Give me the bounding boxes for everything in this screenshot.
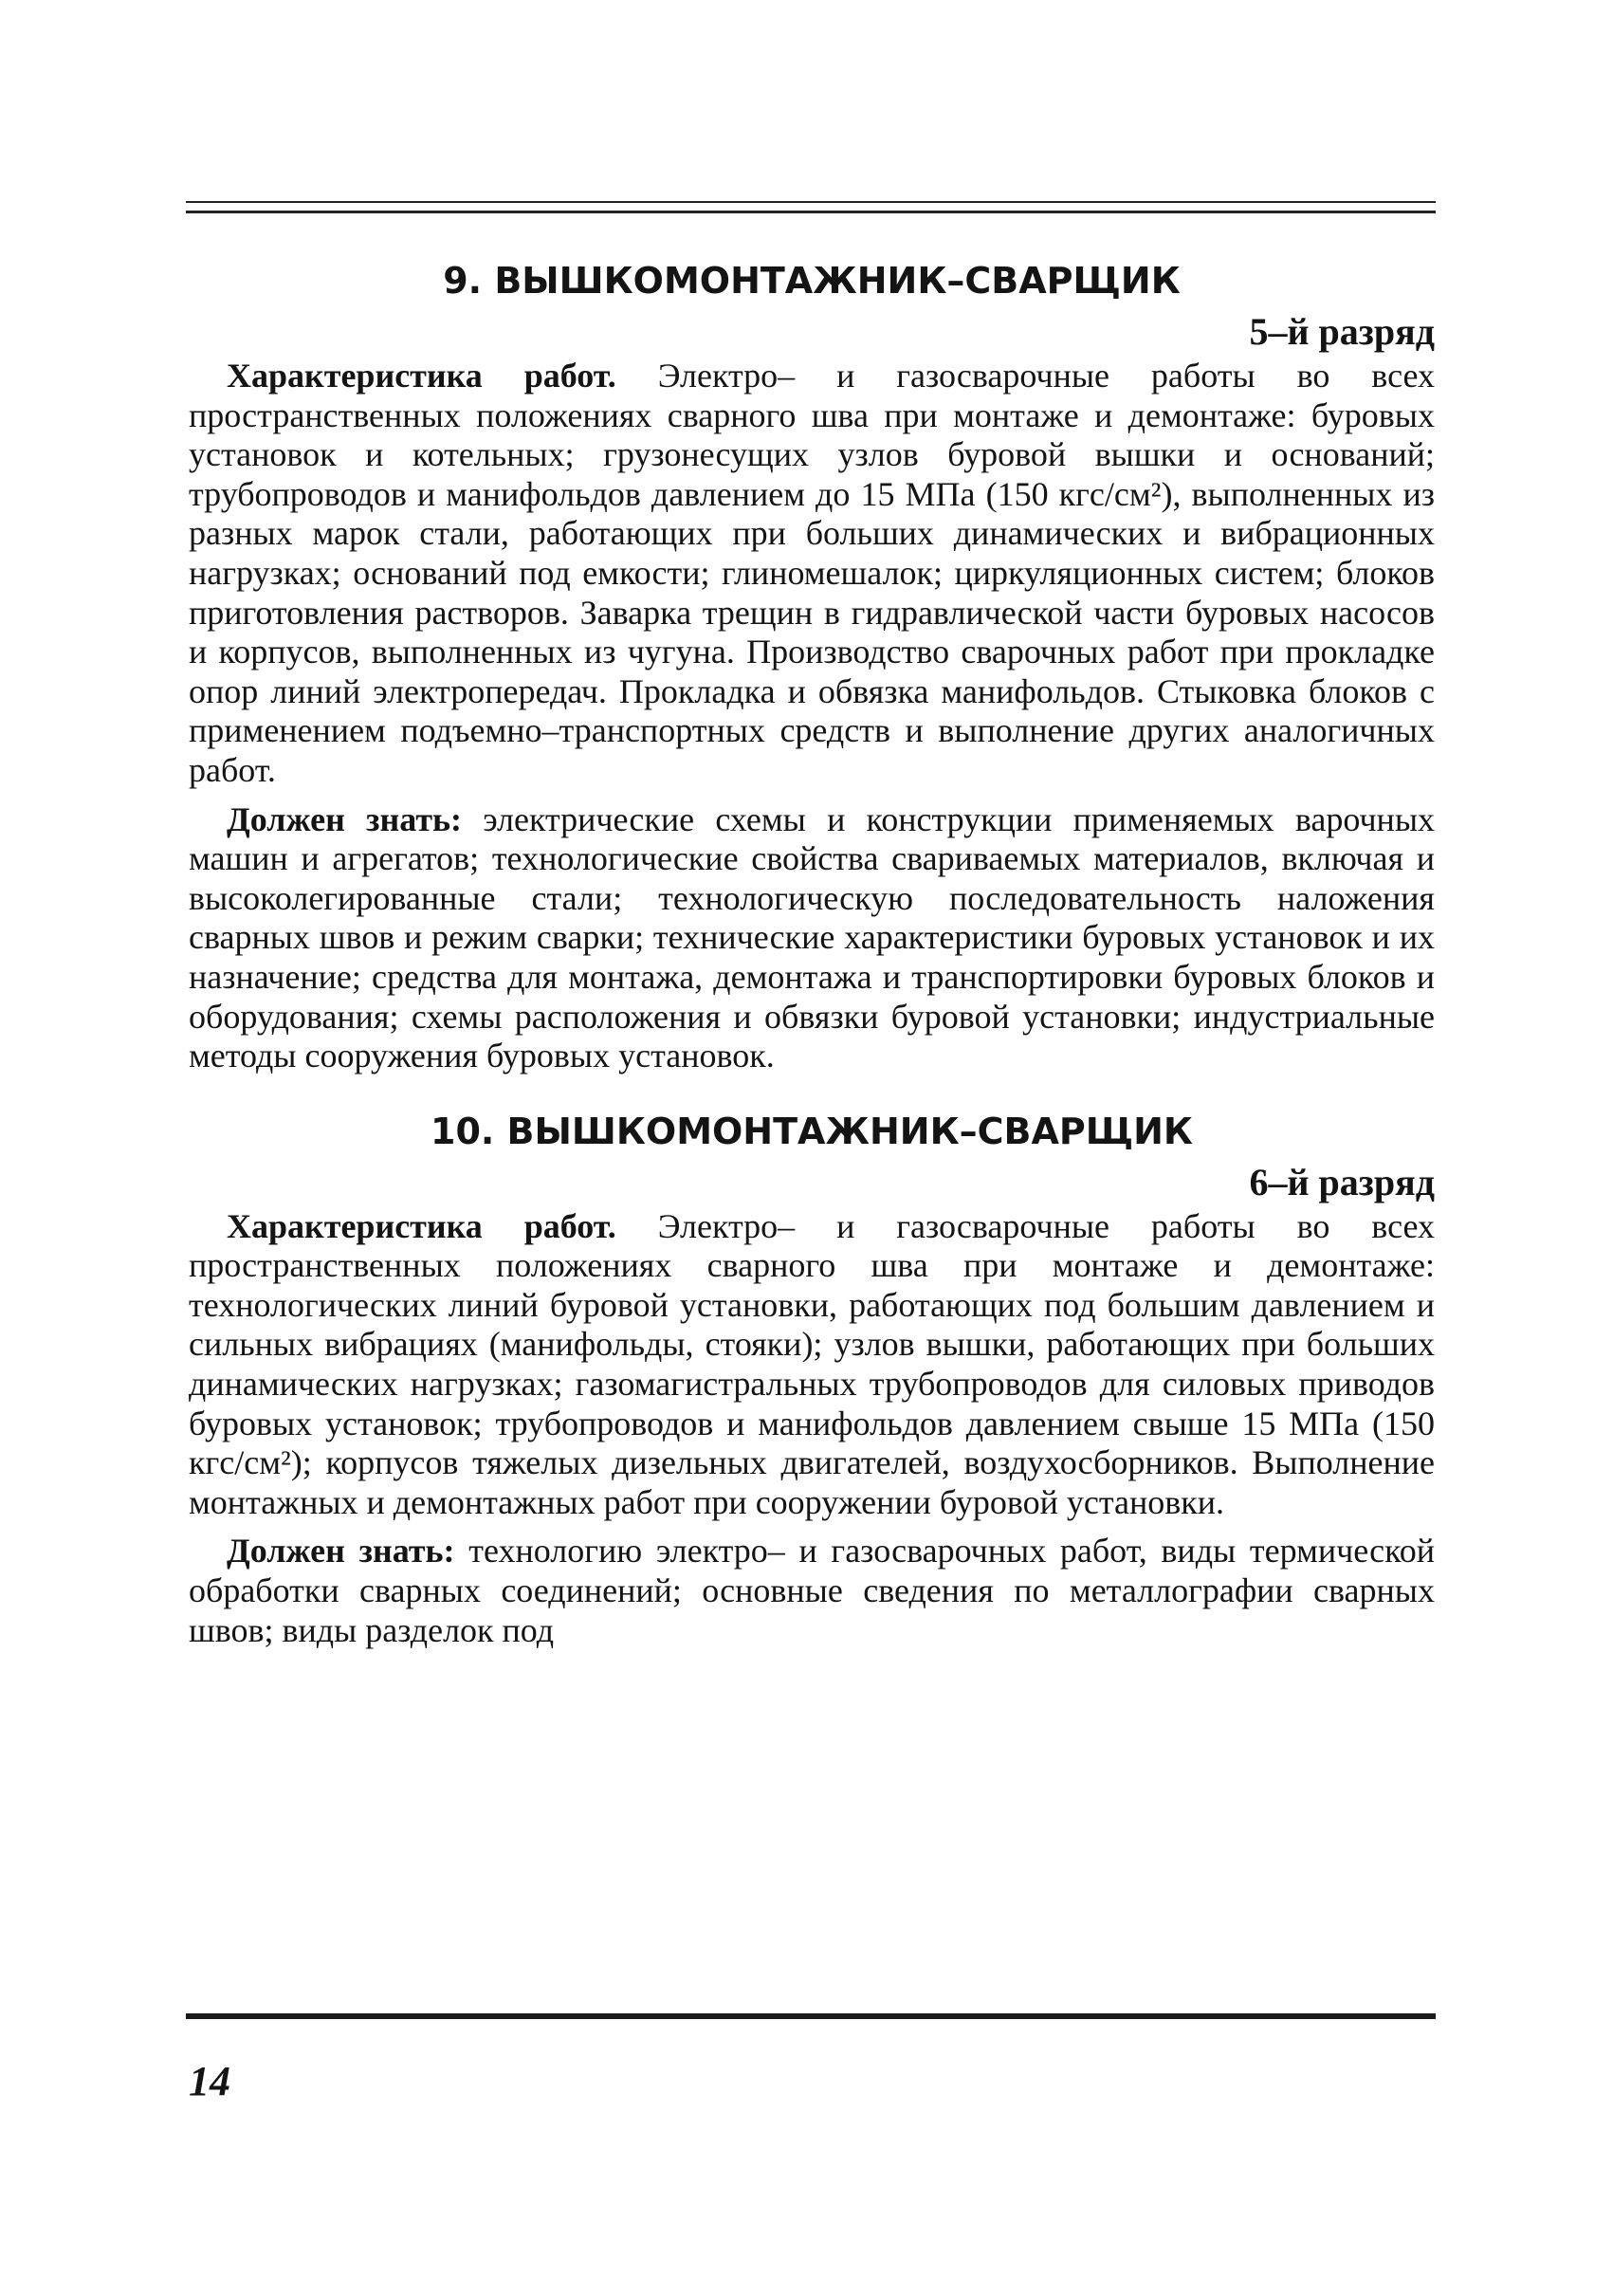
section-9	[189, 254, 1435, 1076]
top-rule-thin-line	[186, 201, 1436, 203]
characteristics-paragraph	[189, 1207, 1435, 1523]
knowledge-label: Должен знать:	[227, 799, 463, 838]
top-double-rule	[186, 201, 1436, 212]
top-rule-thick-line	[186, 211, 1436, 213]
grade-label: 5–й разряд	[1249, 310, 1435, 353]
page-content	[189, 254, 1435, 1650]
knowledge-paragraph	[189, 800, 1435, 1076]
characteristics-label: Характеристика работ.	[227, 357, 616, 395]
section-10	[189, 1105, 1435, 1651]
knowledge-label: Должен знать:	[227, 1532, 455, 1570]
characteristics-text: Электро– и газосварочные работы во всех пространственных положениях сварного шва при монтаже и демонтаже: буровых установок и котельных; грузонесущих узлов буровой вышки и оснований; трубопроводов и манифольдов давлением до 15 МПа (150 кгс/см²), выполненных из разных марок стали, работающих при больших динамических и вибрационных нагрузках; оснований под емкости; глиномешалок; циркуляционных систем; блоков приготовления растворов. Заварка трещин в гидравлической части буровых насосов и корпусов, выполненных из чугуна. Производство сварочных работ при прокладке опор линий электропередач. Прокладка и обвязка манифольдов. Стыковка блоков с применением подъемно–транспортных средств и выполнение других аналогичных работ.	[189, 357, 1436, 789]
section-heading: 10. ВЫШКОМОНТАЖНИК–СВАРЩИК	[431, 1110, 1193, 1152]
characteristics-label: Характеристика работ.	[227, 1206, 616, 1245]
knowledge-paragraph	[189, 1532, 1435, 1650]
knowledge-text: технологию электро– и газосварочных работ, виды термической обработки сварных соединений; основные сведения по металлографии сварных швов; виды разделок под	[189, 1532, 1435, 1649]
page-number: 14	[189, 2058, 230, 2104]
bottom-rule	[186, 2013, 1436, 2019]
knowledge-text: электрические схемы и конструкции применяемых варочных машин и агрегатов; технологические свойства свариваемых материалов, включая и высоколегированные стали; технологическую последовательность наложения сварных швов и режим сварки; технические характеристики буровых установок и их назначение; средства для монтажа, демонтажа и транспортировки буровых блоков и оборудования; схемы расположения и обвязки буровой установки; индустриальные методы сооружения буровых установок.	[189, 799, 1436, 1075]
section-spacer	[189, 1076, 1435, 1105]
section-heading: 9. ВЫШКОМОНТАЖНИК–СВАРЩИК	[443, 260, 1181, 302]
grade-label: 6–й разряд	[1249, 1160, 1435, 1203]
characteristics-paragraph	[189, 357, 1435, 791]
characteristics-text: Электро– и газосварочные работы во всех пространственных положениях сварного шва при монтаже и демонтаже: технологических линий буровой установки, работающих под большим давлением и сильных вибрациях (манифольды, стояки); узлов вышки, работающих при больших динамических нагрузках; газомагистральных трубопроводов для силовых приводов буровых установок; трубопроводов и манифольдов давлением свыше 15 МПа (150 кгс/см²); корпусов тяжелых дизельных двигателей, воздухосборников. Выполнение монтажных и демонтажных работ при сооружении буровой установки.	[189, 1206, 1436, 1521]
